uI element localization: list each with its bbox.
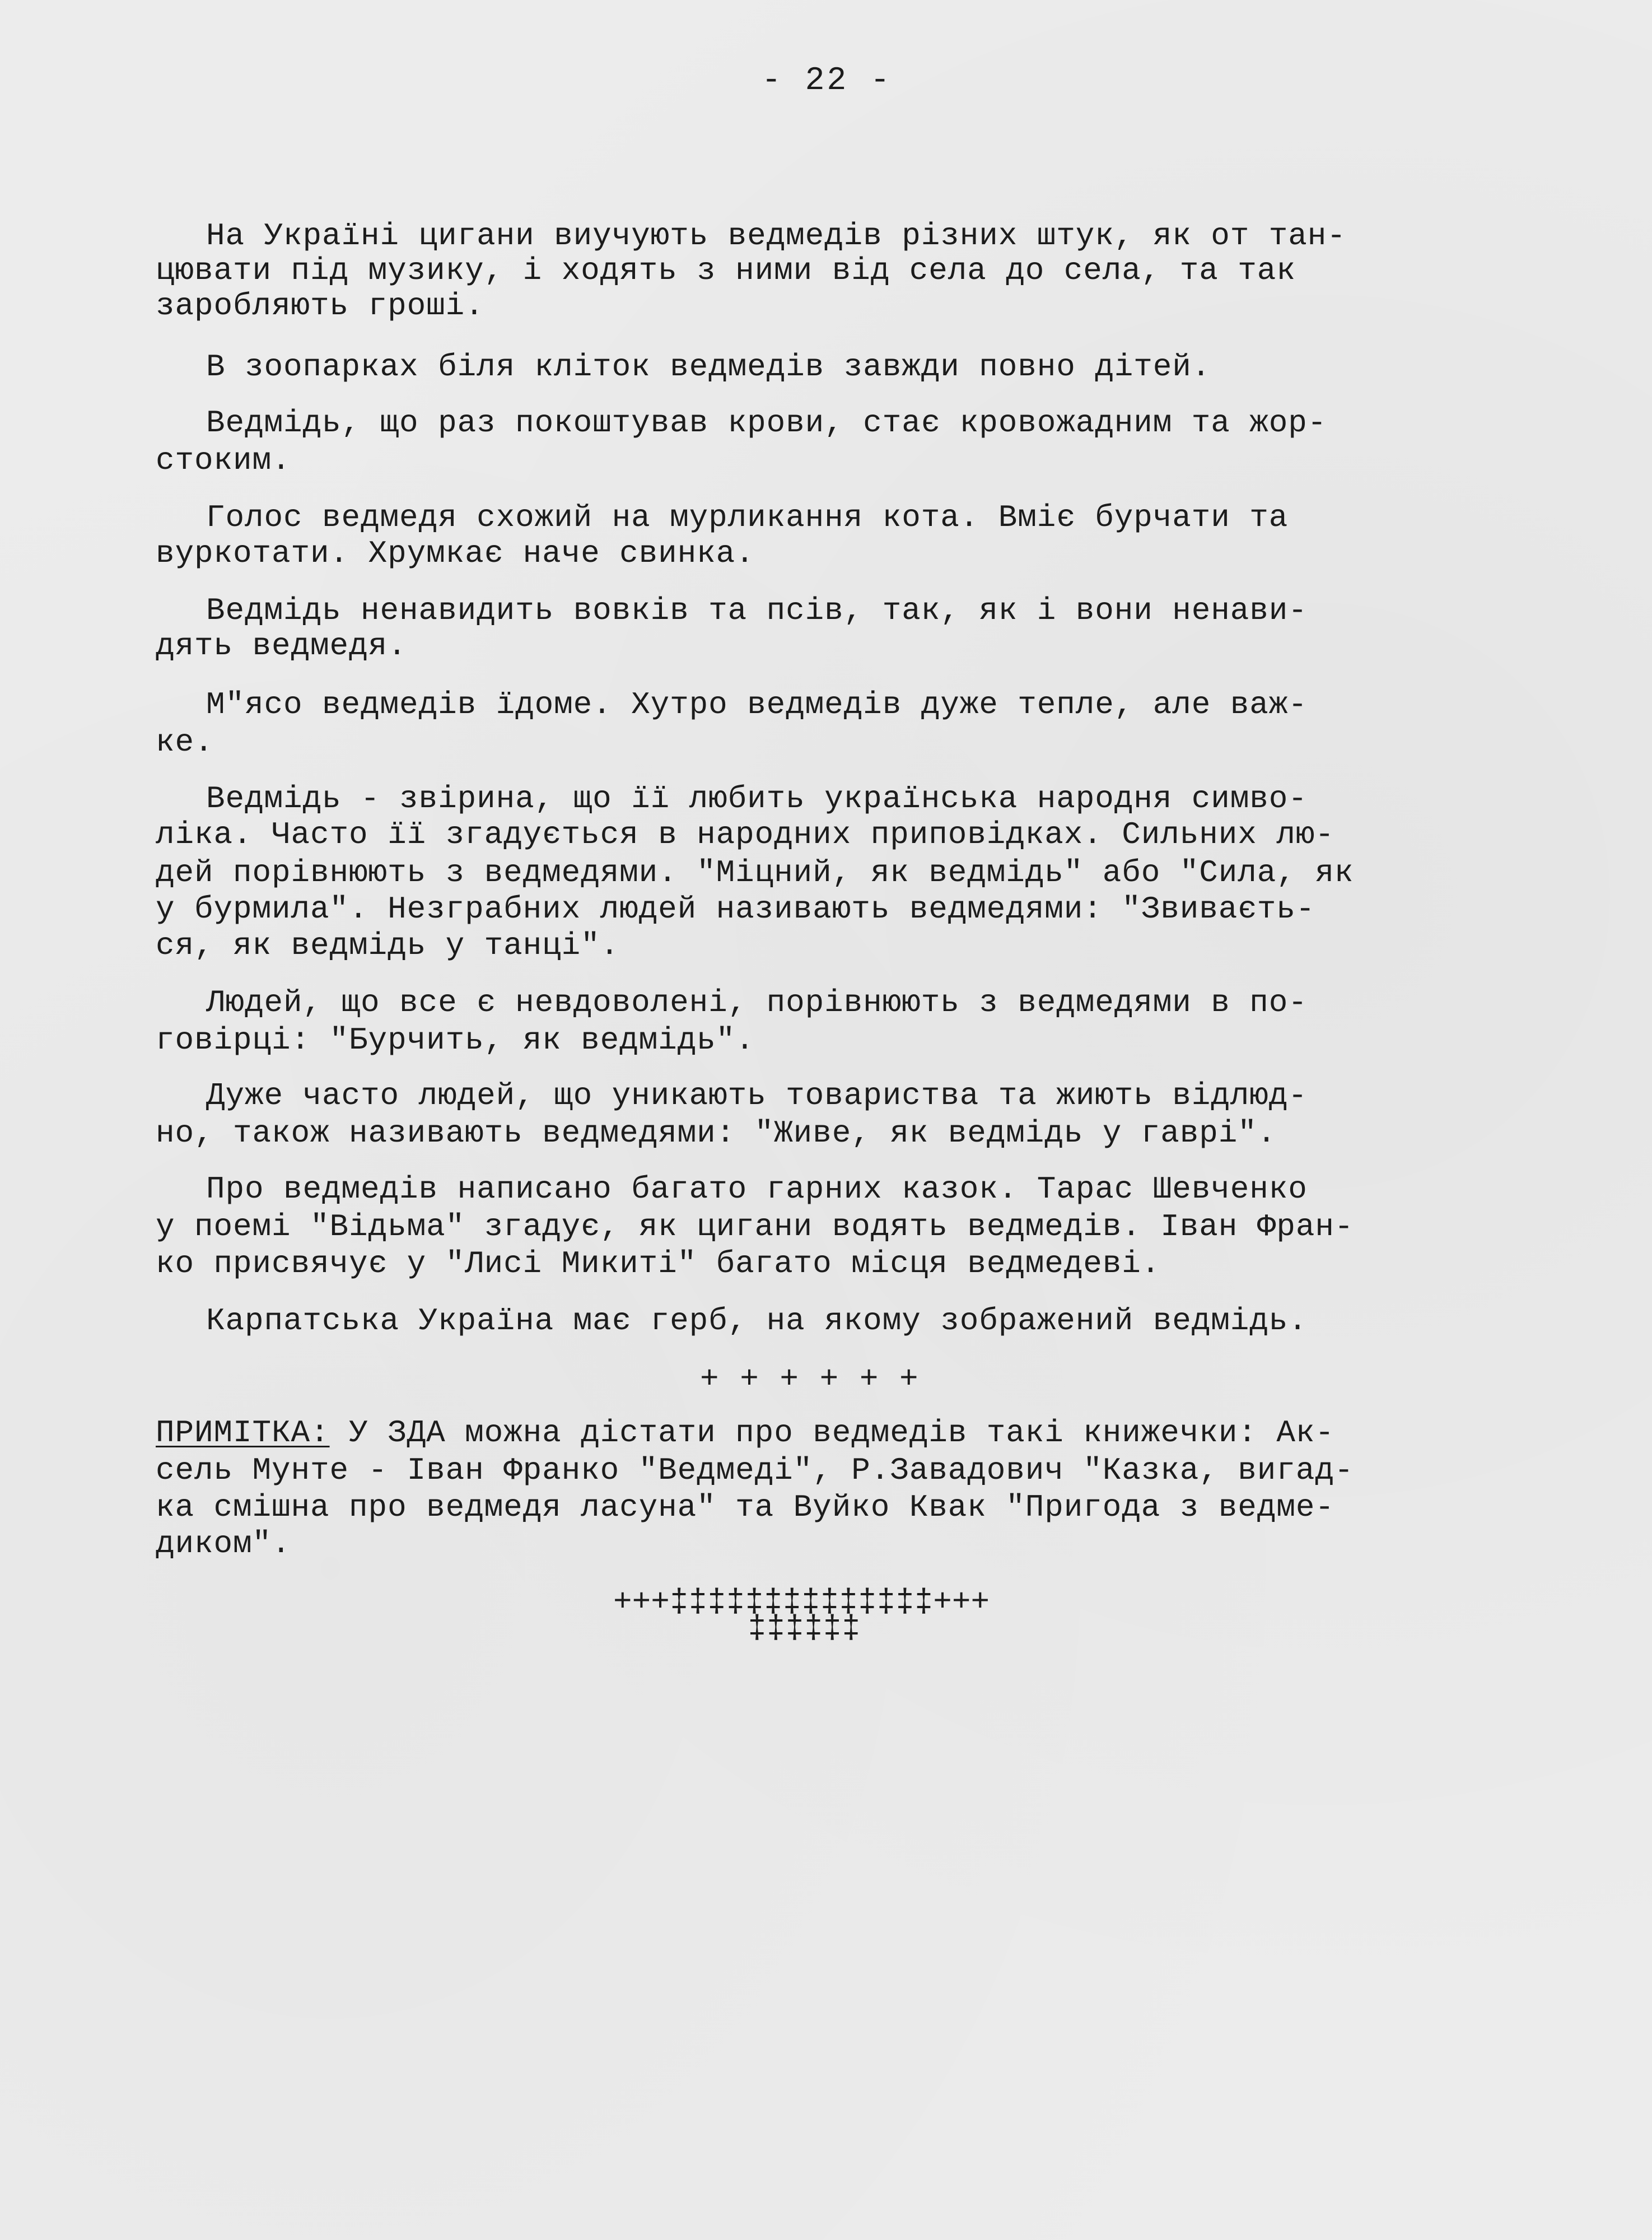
text-line: ся, як ведмідь у танці".: [156, 928, 620, 963]
text-line: Голос ведмедя схожий на мурликання кота. Вміє бурчати та: [206, 500, 1289, 535]
text-line: ка смішна про ведмедя ласуна" та Вуйко Квак "Пригода з ведме-: [156, 1489, 1334, 1525]
text-line: диком".: [156, 1526, 291, 1562]
text-line: говірці: "Бурчить, як ведмідь".: [156, 1022, 755, 1058]
text-line: дей порівнюють з ведмедями. "Міцний, як ведмідь" або "Сила, як: [156, 855, 1354, 891]
note-text: У ЗДА можна дістати про ведмедів такі книжечки: Ак-: [329, 1415, 1334, 1451]
text-line: но, також називають ведмедями: "Живе, як ведмідь у гаврі".: [156, 1115, 1277, 1151]
text-line: сель Мунте - Іван Франко "Ведмеді", Р.Завадович "Казка, вигад-: [156, 1452, 1354, 1488]
text-line: ліка. Часто її згадується в народних приповідках. Сильних лю-: [156, 817, 1334, 853]
ornament-row: ‡‡‡‡‡‡: [748, 1610, 861, 1646]
text-line: у бурмила". Незграбних людей називають ведмедями: "Звиваєть-: [156, 891, 1315, 927]
text-line: Ведмідь ненавидить вовків та псів, так, як і вони ненави-: [206, 593, 1308, 628]
note-first-line: [156, 1417, 1334, 1449]
text-line: ко присвячує у "Лисі Микиті" багато місця ведмедеві.: [156, 1246, 1161, 1282]
text-line: Людей, що все є невдоволені, порівнюють з ведмедями в по-: [206, 985, 1308, 1021]
text-line: заробляють гроші.: [156, 288, 484, 324]
text-line: у поемі "Відьма" згадує, як цигани водять ведмедів. Іван Фран-: [156, 1209, 1354, 1245]
text-line: дять ведмедя.: [156, 628, 407, 664]
text-line: М"ясо ведмедів їдоме. Хутро ведмедів дуже тепле, але важ-: [206, 687, 1308, 723]
text-line: стоким.: [156, 443, 291, 478]
text-line: ке.: [156, 724, 214, 760]
text-line: Дуже часто людей, що уникають товариства та жиють відлюд-: [206, 1078, 1308, 1114]
ornament-row: +++‡‡‡‡‡‡‡‡‡‡‡‡‡‡+++: [613, 1584, 990, 1620]
text-line: цювати під музику, і ходять з ними від села до села, та так: [156, 253, 1296, 288]
text-line: Ведмідь, що раз покоштував крови, стає кровожадним та жор-: [206, 405, 1327, 441]
text-line: Про ведмедів написано багато гарних казок. Тарас Шевченко: [206, 1171, 1308, 1207]
page-number: - 22 -: [762, 63, 892, 99]
section-separator: + + + + + +: [700, 1361, 920, 1397]
text-line: вуркотати. Хрумкає наче свинка.: [156, 535, 755, 571]
text-line: В зоопарках біля кліток ведмедів завжди повно дітей.: [206, 349, 1211, 385]
note-label: ПРИМІТКА:: [156, 1415, 330, 1451]
text-line: Ведмідь - звірина, що її любить українська народня симво-: [206, 781, 1308, 817]
text-line: Карпатська Україна має герб, на якому зображений ведмідь.: [206, 1303, 1308, 1339]
text-line: На Україні цигани виучують ведмедів різних штук, як от тан-: [206, 218, 1346, 254]
